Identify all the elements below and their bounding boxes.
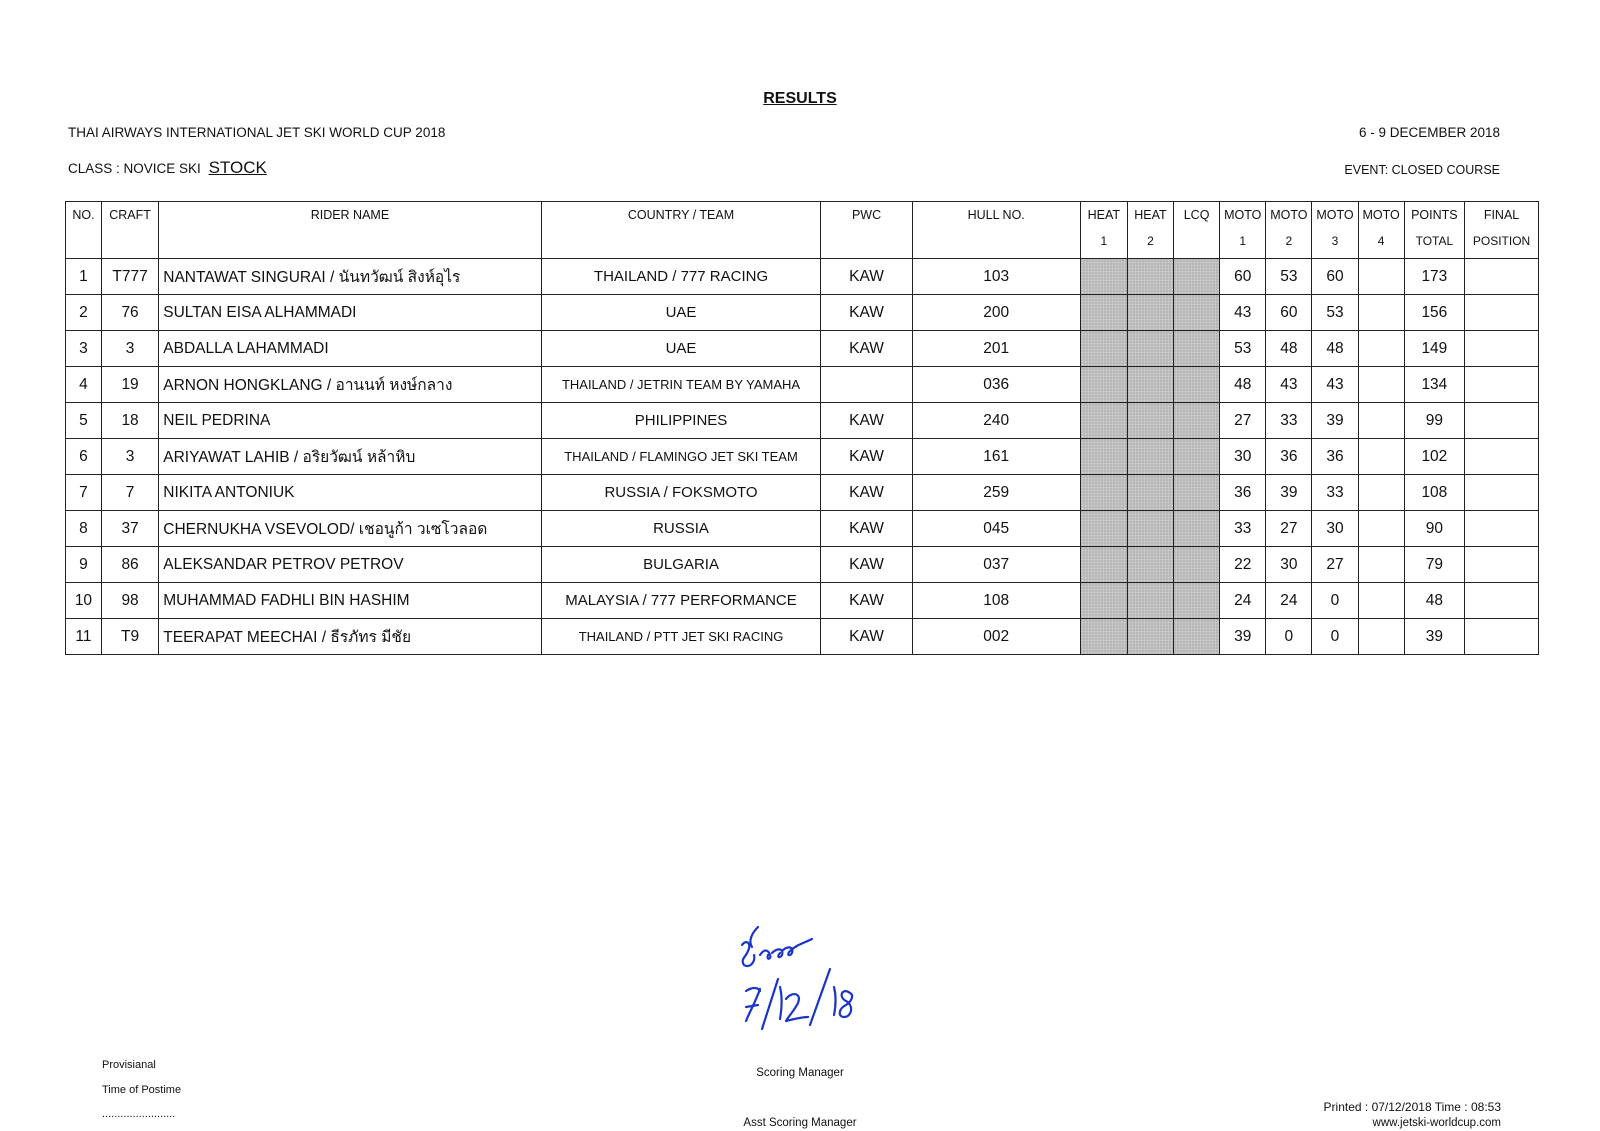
cell-craft: 7 xyxy=(101,475,158,511)
table-row xyxy=(66,475,1539,511)
cell-craft: 37 xyxy=(101,511,158,547)
cell-country-team: RUSSIA / FOKSMOTO xyxy=(541,475,821,511)
column-header-label: MOTO xyxy=(1362,208,1400,222)
handwritten-signature xyxy=(738,925,888,1055)
cell-pwc: KAW xyxy=(821,547,912,583)
cell-pwc: KAW xyxy=(821,331,912,367)
cell-no: 1 xyxy=(66,259,102,295)
column-header-label: MOTO xyxy=(1316,208,1354,222)
cell-final-position xyxy=(1465,583,1539,619)
column-header xyxy=(1465,202,1539,259)
results-table xyxy=(65,201,1539,655)
cell-moto-3: 0 xyxy=(1312,619,1358,655)
cell-moto-2: 43 xyxy=(1266,367,1312,403)
cell-heat-2 xyxy=(1127,367,1173,403)
cell-hull-no: 201 xyxy=(912,331,1080,367)
class-label: CLASS : NOVICE SKI xyxy=(68,161,201,176)
cell-hull-no: 259 xyxy=(912,475,1080,511)
cell-craft: 18 xyxy=(101,403,158,439)
cell-no: 9 xyxy=(66,547,102,583)
cell-moto-3: 43 xyxy=(1312,367,1358,403)
cell-hull-no: 037 xyxy=(912,547,1080,583)
event-name: THAI AIRWAYS INTERNATIONAL JET SKI WORLD CUP 2018 xyxy=(68,125,446,140)
cell-moto-3: 60 xyxy=(1312,259,1358,295)
cell-country-team: THAILAND / JETRIN TEAM BY YAMAHA xyxy=(541,367,821,403)
column-header-label: HEAT xyxy=(1134,208,1167,222)
cell-moto-3: 48 xyxy=(1312,331,1358,367)
cell-moto-3: 27 xyxy=(1312,547,1358,583)
provisional-label: Provisianal xyxy=(102,1059,156,1071)
cell-moto-2: 0 xyxy=(1266,619,1312,655)
cell-country-team: MALAYSIA / 777 PERFORMANCE xyxy=(541,583,821,619)
cell-final-position xyxy=(1465,367,1539,403)
cell-moto-3: 39 xyxy=(1312,403,1358,439)
cell-lcq xyxy=(1174,583,1220,619)
cell-moto-4 xyxy=(1358,331,1404,367)
cell-country-team: THAILAND / PTT JET SKI RACING xyxy=(541,619,821,655)
column-header-label: HULL NO. xyxy=(967,208,1025,222)
cell-rider-name: CHERNUKHA VSEVOLOD/ เชอนูก้า วเซโวลอด xyxy=(159,511,541,547)
cell-pwc: KAW xyxy=(821,295,912,331)
table-row xyxy=(66,619,1539,655)
cell-moto-2: 30 xyxy=(1266,547,1312,583)
cell-no: 8 xyxy=(66,511,102,547)
cell-craft: T777 xyxy=(101,259,158,295)
cell-craft: 19 xyxy=(101,367,158,403)
cell-hull-no: 200 xyxy=(912,295,1080,331)
cell-heat-1 xyxy=(1080,403,1127,439)
cell-lcq xyxy=(1174,547,1220,583)
postime-blank-line: ........................ xyxy=(102,1108,176,1120)
cell-craft: T9 xyxy=(101,619,158,655)
cell-moto-2: 36 xyxy=(1266,439,1312,475)
column-header-sublabel: 1 xyxy=(1100,234,1108,248)
cell-no: 4 xyxy=(66,367,102,403)
column-header-label: LCQ xyxy=(1183,208,1210,222)
cell-points-total: 149 xyxy=(1404,331,1464,367)
cell-heat-1 xyxy=(1080,583,1127,619)
column-header-sublabel: TOTAL xyxy=(1415,234,1454,248)
column-header xyxy=(541,202,821,259)
cell-rider-name: NANTAWAT SINGURAI / นันทวัฒน์ สิงห์อุไร xyxy=(159,259,541,295)
column-header-sublabel: 1 xyxy=(1239,234,1247,248)
cell-hull-no: 036 xyxy=(912,367,1080,403)
table-header-row xyxy=(66,202,1539,259)
column-header-sublabel: 2 xyxy=(1147,234,1154,248)
cell-rider-name: NIKITA ANTONIUK xyxy=(159,475,541,511)
cell-moto-1: 39 xyxy=(1220,619,1266,655)
cell-pwc: KAW xyxy=(821,583,912,619)
cell-country-team: THAILAND / FLAMINGO JET SKI TEAM xyxy=(541,439,821,475)
cell-lcq xyxy=(1174,403,1220,439)
cell-final-position xyxy=(1465,331,1539,367)
cell-pwc xyxy=(821,367,912,403)
cell-moto-1: 33 xyxy=(1220,511,1266,547)
cell-lcq xyxy=(1174,475,1220,511)
cell-points-total: 156 xyxy=(1404,295,1464,331)
class-value: STOCK xyxy=(208,158,267,177)
table-row xyxy=(66,331,1539,367)
table-row xyxy=(66,295,1539,331)
cell-moto-4 xyxy=(1358,475,1404,511)
column-header xyxy=(1080,202,1127,259)
cell-moto-1: 43 xyxy=(1220,295,1266,331)
cell-moto-1: 30 xyxy=(1220,439,1266,475)
cell-moto-4 xyxy=(1358,511,1404,547)
cell-heat-1 xyxy=(1080,331,1127,367)
table-row xyxy=(66,259,1539,295)
cell-points-total: 39 xyxy=(1404,619,1464,655)
cell-final-position xyxy=(1465,475,1539,511)
column-header-label: HEAT xyxy=(1087,208,1121,222)
cell-rider-name: SULTAN EISA ALHAMMADI xyxy=(159,295,541,331)
event-type: EVENT: CLOSED COURSE xyxy=(1344,163,1500,177)
cell-final-position xyxy=(1465,547,1539,583)
cell-final-position xyxy=(1465,439,1539,475)
cell-country-team: PHILIPPINES xyxy=(541,403,821,439)
cell-craft: 3 xyxy=(101,439,158,475)
cell-lcq xyxy=(1174,619,1220,655)
table-row xyxy=(66,367,1539,403)
table-row xyxy=(66,403,1539,439)
column-header xyxy=(159,202,541,259)
column-header-label: MOTO xyxy=(1270,208,1308,222)
table-row xyxy=(66,511,1539,547)
asst-scoring-manager-label: Asst Scoring Manager xyxy=(743,1117,857,1129)
column-header xyxy=(912,202,1080,259)
cell-moto-1: 36 xyxy=(1220,475,1266,511)
cell-moto-2: 27 xyxy=(1266,511,1312,547)
column-header xyxy=(1127,202,1173,259)
website-url: www.jetski-worldcup.com xyxy=(1372,1117,1501,1129)
cell-moto-2: 24 xyxy=(1266,583,1312,619)
cell-moto-4 xyxy=(1358,259,1404,295)
table-row xyxy=(66,439,1539,475)
cell-hull-no: 045 xyxy=(912,511,1080,547)
cell-rider-name: ARNON HONGKLANG / อานนท์ หงษ์กลาง xyxy=(159,367,541,403)
cell-rider-name: MUHAMMAD FADHLI BIN HASHIM xyxy=(159,583,541,619)
cell-moto-3: 53 xyxy=(1312,295,1358,331)
cell-heat-2 xyxy=(1127,511,1173,547)
cell-moto-1: 22 xyxy=(1220,547,1266,583)
column-header xyxy=(1358,202,1404,259)
cell-no: 6 xyxy=(66,439,102,475)
cell-country-team: RUSSIA xyxy=(541,511,821,547)
cell-heat-2 xyxy=(1127,439,1173,475)
column-header xyxy=(1404,202,1464,259)
cell-hull-no: 108 xyxy=(912,583,1080,619)
cell-lcq xyxy=(1174,259,1220,295)
cell-heat-2 xyxy=(1127,331,1173,367)
cell-pwc: KAW xyxy=(821,619,912,655)
page-title: RESULTS xyxy=(763,90,837,107)
cell-final-position xyxy=(1465,295,1539,331)
cell-points-total: 108 xyxy=(1404,475,1464,511)
cell-points-total: 90 xyxy=(1404,511,1464,547)
time-of-postime-label: Time of Postime xyxy=(102,1084,182,1096)
column-header-label: NO. xyxy=(72,208,95,222)
column-header-sublabel: POSITION xyxy=(1472,234,1531,248)
column-header xyxy=(1220,202,1266,259)
column-header-label: FINAL xyxy=(1483,208,1520,222)
cell-craft: 76 xyxy=(101,295,158,331)
cell-heat-2 xyxy=(1127,475,1173,511)
column-header-label: RIDER NAME xyxy=(310,208,390,222)
cell-moto-4 xyxy=(1358,619,1404,655)
table-row xyxy=(66,547,1539,583)
table-body xyxy=(66,259,1539,655)
cell-heat-1 xyxy=(1080,259,1127,295)
cell-pwc: KAW xyxy=(821,475,912,511)
cell-rider-name: TEERAPAT MEECHAI / ธีรภัทร มีชัย xyxy=(159,619,541,655)
column-header-label: CRAFT xyxy=(109,208,151,222)
cell-moto-4 xyxy=(1358,439,1404,475)
cell-no: 3 xyxy=(66,331,102,367)
column-header xyxy=(66,202,102,259)
cell-no: 10 xyxy=(66,583,102,619)
cell-country-team: THAILAND / 777 RACING xyxy=(541,259,821,295)
event-dates: 6 - 9 DECEMBER 2018 xyxy=(1358,125,1500,140)
cell-craft: 86 xyxy=(101,547,158,583)
cell-heat-1 xyxy=(1080,439,1127,475)
cell-moto-2: 53 xyxy=(1266,259,1312,295)
cell-final-position xyxy=(1465,511,1539,547)
cell-pwc: KAW xyxy=(821,403,912,439)
cell-moto-4 xyxy=(1358,547,1404,583)
cell-heat-1 xyxy=(1080,547,1127,583)
column-header-label: POINTS xyxy=(1411,208,1458,222)
cell-moto-3: 36 xyxy=(1312,439,1358,475)
cell-lcq xyxy=(1174,295,1220,331)
cell-final-position xyxy=(1465,403,1539,439)
column-header-sublabel: 4 xyxy=(1377,234,1385,248)
column-header xyxy=(821,202,912,259)
column-header xyxy=(1312,202,1358,259)
cell-moto-4 xyxy=(1358,367,1404,403)
cell-moto-4 xyxy=(1358,583,1404,619)
column-header xyxy=(1174,202,1220,259)
cell-heat-2 xyxy=(1127,583,1173,619)
scoring-manager-label: Scoring Manager xyxy=(756,1067,844,1079)
cell-no: 11 xyxy=(66,619,102,655)
cell-moto-2: 33 xyxy=(1266,403,1312,439)
cell-moto-1: 53 xyxy=(1220,331,1266,367)
cell-moto-1: 24 xyxy=(1220,583,1266,619)
cell-heat-1 xyxy=(1080,475,1127,511)
cell-moto-4 xyxy=(1358,295,1404,331)
cell-country-team: UAE xyxy=(541,295,821,331)
cell-heat-2 xyxy=(1127,259,1173,295)
cell-lcq xyxy=(1174,439,1220,475)
cell-moto-2: 48 xyxy=(1266,331,1312,367)
cell-points-total: 99 xyxy=(1404,403,1464,439)
class-line xyxy=(68,158,267,178)
cell-lcq xyxy=(1174,331,1220,367)
cell-heat-2 xyxy=(1127,619,1173,655)
cell-pwc: KAW xyxy=(821,511,912,547)
cell-points-total: 102 xyxy=(1404,439,1464,475)
column-header-label: MOTO xyxy=(1224,208,1262,222)
cell-lcq xyxy=(1174,367,1220,403)
cell-heat-2 xyxy=(1127,547,1173,583)
column-header xyxy=(1266,202,1312,259)
cell-points-total: 48 xyxy=(1404,583,1464,619)
cell-pwc: KAW xyxy=(821,259,912,295)
cell-moto-1: 48 xyxy=(1220,367,1266,403)
cell-moto-1: 60 xyxy=(1220,259,1266,295)
cell-pwc: KAW xyxy=(821,439,912,475)
cell-moto-2: 60 xyxy=(1266,295,1312,331)
cell-country-team: BULGARIA xyxy=(541,547,821,583)
cell-final-position xyxy=(1465,619,1539,655)
cell-moto-2: 39 xyxy=(1266,475,1312,511)
cell-heat-2 xyxy=(1127,403,1173,439)
cell-country-team: UAE xyxy=(541,331,821,367)
cell-moto-1: 27 xyxy=(1220,403,1266,439)
cell-moto-4 xyxy=(1358,403,1404,439)
cell-heat-2 xyxy=(1127,295,1173,331)
cell-heat-1 xyxy=(1080,295,1127,331)
table-row xyxy=(66,583,1539,619)
cell-lcq xyxy=(1174,511,1220,547)
column-header-label: COUNTRY / TEAM xyxy=(627,208,735,222)
cell-craft: 3 xyxy=(101,331,158,367)
cell-moto-3: 33 xyxy=(1312,475,1358,511)
cell-final-position xyxy=(1465,259,1539,295)
cell-points-total: 79 xyxy=(1404,547,1464,583)
cell-points-total: 134 xyxy=(1404,367,1464,403)
cell-moto-3: 0 xyxy=(1312,583,1358,619)
cell-rider-name: ABDALLA LAHAMMADI xyxy=(159,331,541,367)
cell-hull-no: 103 xyxy=(912,259,1080,295)
cell-moto-3: 30 xyxy=(1312,511,1358,547)
cell-no: 5 xyxy=(66,403,102,439)
column-header-label: PWC xyxy=(851,208,882,222)
cell-hull-no: 002 xyxy=(912,619,1080,655)
cell-heat-1 xyxy=(1080,511,1127,547)
cell-craft: 98 xyxy=(101,583,158,619)
cell-points-total: 173 xyxy=(1404,259,1464,295)
cell-heat-1 xyxy=(1080,619,1127,655)
column-header xyxy=(101,202,158,259)
cell-no: 7 xyxy=(66,475,102,511)
column-header-sublabel: 3 xyxy=(1331,234,1339,248)
cell-rider-name: ARIYAWAT LAHIB / อริยวัฒน์ หล้าหิบ xyxy=(159,439,541,475)
column-header-sublabel: 2 xyxy=(1285,234,1293,248)
cell-heat-1 xyxy=(1080,367,1127,403)
cell-hull-no: 240 xyxy=(912,403,1080,439)
printed-timestamp: Printed : 07/12/2018 Time : 08:53 xyxy=(1323,1100,1501,1114)
cell-rider-name: ALEKSANDAR PETROV PETROV xyxy=(159,547,541,583)
cell-rider-name: NEIL PEDRINA xyxy=(159,403,541,439)
cell-hull-no: 161 xyxy=(912,439,1080,475)
cell-no: 2 xyxy=(66,295,102,331)
